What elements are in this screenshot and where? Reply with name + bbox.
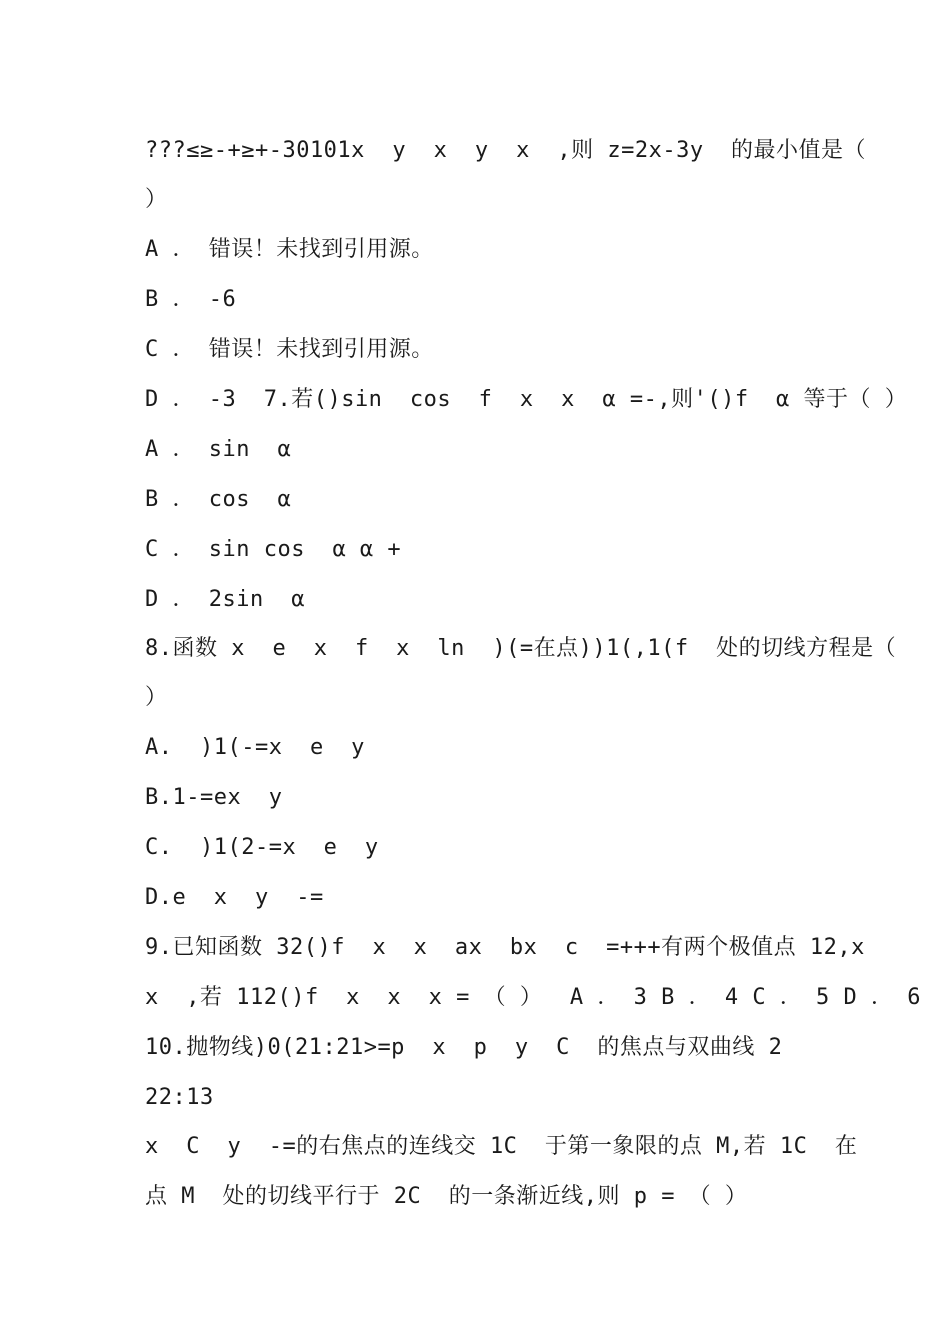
text-line-q6-option-b: B ． -6 <box>145 287 237 312</box>
text-line-q8-option-a: A. )1(-=x e y <box>145 735 365 760</box>
text-line-q10-stem-cont: x C y -=的右焦点的连线交 1C 于第一象限的点 M,若 1C 在 <box>145 1134 858 1159</box>
text-line-q10-stem: 10.抛物线)0(21:21>=p x p y C 的焦点与双曲线 2 <box>145 1035 783 1060</box>
text-line-q6-option-c: C ． 错误！未找到引用源。 <box>145 337 434 362</box>
text-line-q8-option-d: D.e x y -= <box>145 885 324 910</box>
text-line-q7-option-b: B ． cos α <box>145 487 292 512</box>
text-line-q7-option-c: C ． sin cos α α + <box>145 537 402 562</box>
text-line-q8-stem: 8.函数 x e x f x ln )(=在点))1(,1(f 处的切线方程是（ <box>145 636 897 661</box>
text-line-q7-option-d: D ． 2sin α <box>145 587 305 612</box>
text-line-q10-formula: 22:13 <box>145 1085 214 1110</box>
text-line-q6-option-d-q7-stem: D ． -3 7.若()sin cos f x x α =-,则'()f α 等于（ ） <box>145 387 908 412</box>
text-line-q6-stem: ???≤≥-+≥+-30101x y x y x ,则 z=2x-3y 的最小值是（ <box>145 138 867 163</box>
text-line-q8-option-b: B.1-=ex y <box>145 785 283 810</box>
text-line-q9-options: x ,若 112()f x x x = （ ） A ． 3 B ． 4 C ． 5 D ． 6 <box>145 985 922 1010</box>
text-line-q6-stem-end: ） <box>145 187 168 212</box>
text-line-q8-option-c: C. )1(2-=x e y <box>145 835 379 860</box>
text-line-q7-option-a: A ． sin α <box>145 437 292 462</box>
text-line-q9-stem: 9.已知函数 32()f x x ax bx c =+++有两个极值点 12,x <box>145 935 865 960</box>
text-line-q6-option-a: A ． 错误！未找到引用源。 <box>145 237 434 262</box>
text-line-q10-stem-end: 点 M 处的切线平行于 2C 的一条渐近线,则 p = （ ） <box>145 1184 748 1209</box>
text-line-q8-stem-end: ） <box>145 685 168 710</box>
